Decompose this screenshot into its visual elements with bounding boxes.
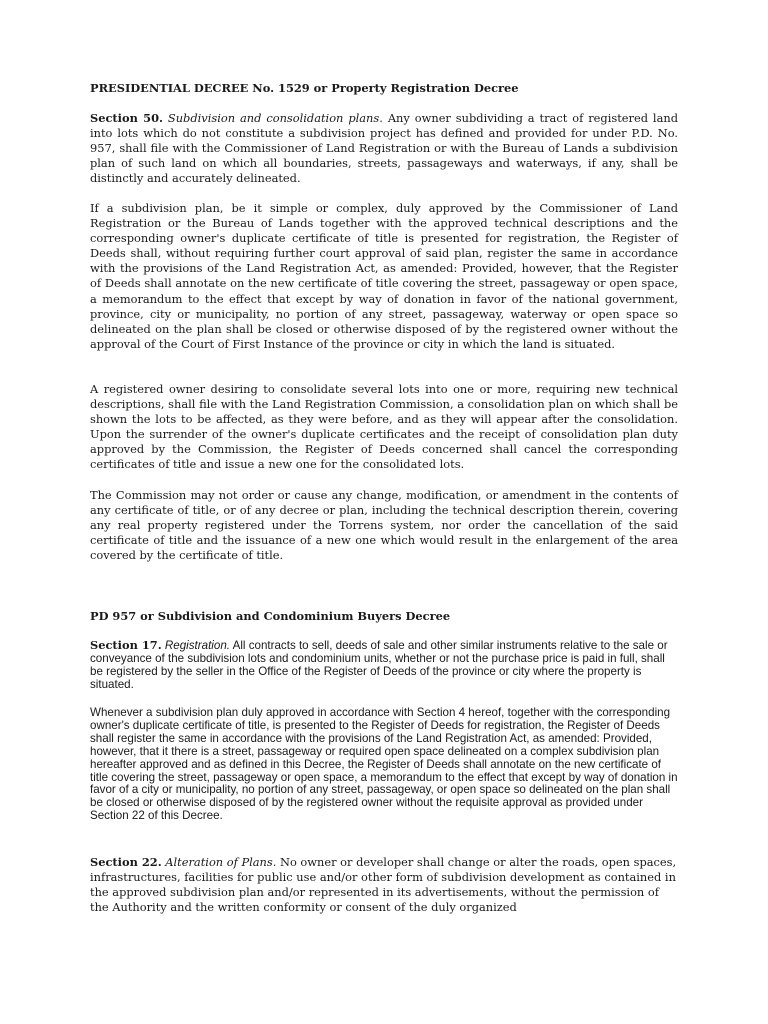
- section-22-title: Alteration of Plans.: [165, 855, 277, 869]
- section-50-number: Section 50.: [90, 111, 163, 125]
- heading-pd1529: PRESIDENTIAL DECREE No. 1529 or Property Registration Decree: [90, 81, 519, 95]
- section-17-text: All contracts to sell, deeds of sale and other similar instruments relative to the sale or conveyance of the subdivision lots and condominium units, whether or not the purchase price is paid in full, shall be registered by the seller in the Office of the Register of Deeds of the province or city where the property is situated.: [90, 639, 668, 691]
- section-22-paragraph: [90, 855, 678, 915]
- pd1529-paragraph-4: The Commission may not order or cause any change, modification, or amendment in the contents of any certificate of title, or of any decree or plan, including the technical description therein, covering any real property registered under the Torrens system, nor order the cancellation of the said certificate of title and the issuance of a new one which would result in the enlargement of the area covered by the certificate of title.: [90, 488, 678, 563]
- section-50-title: Subdivision and consolidation plans.: [167, 111, 383, 125]
- section-50-paragraph: [90, 111, 678, 186]
- section-17-title: Registration.: [164, 639, 230, 652]
- section-17-number: Section 17.: [90, 638, 162, 652]
- section-22-text: No owner or developer shall change or alter the roads, open spaces, infrastructures, facilities for public use and/or other form of subdivision development as contained in the approved subdivision plan and/or represented in its advertisements, without the permission of the Authority and the written conformity or consent of the duly organized: [90, 855, 677, 915]
- document-page: [90, 0, 678, 1024]
- pd1529-paragraph-2: If a subdivision plan, be it simple or complex, duly approved by the Commissioner of Land Registration or the Bureau of Lands together with the approved technical descriptions and the corresponding owner's duplicate certificate of title is presented for registration, the Register of Deeds shall, without requiring further court approval of said plan, register the same in accordance with the provisions of the Land Registration Act, as amended: Provided, however, that the Register of Deeds shall annotate on the new certificate of title covering the street, passageway or open space, a memorandum to the effect that except by way of donation in favor of the national government, province, city or municipality, no portion of any street, passageway, waterway or open space so delineated on the plan shall be closed or otherwise disposed of by the registered owner without the approval of the Court of First Instance of the province or city in which the land is situated.: [90, 201, 678, 351]
- pd1529-paragraph-3: A registered owner desiring to consolidate several lots into one or more, requiring new technical descriptions, shall file with the Land Registration Commission, a consolidation plan on which shall be shown the lots to be affected, as they were before, and as they will appear after the consolidation. Upon the surrender of the owner's duplicate certificates and the receipt of consolidation plan duty approved by the Commission, the Register of Deeds concerned shall cancel the corresponding certificates of title and issue a new one for the consolidated lots.: [90, 382, 678, 472]
- heading-pd957: PD 957 or Subdivision and Condominium Buyers Decree: [90, 609, 451, 623]
- pd957-paragraph-2: Whenever a subdivision plan duly approved in accordance with Section 4 hereof, together with the corresponding owner's duplicate certificate of title, is presented to the Register of Deeds for registration, the Register of Deeds shall register the same in accordance with the provisions of the Land Registration Act, as amended: Provided, however, that it there is a street, passageway or required open space delineated on a complex subdivision plan hereafter approved and as defined in this Decree, the Register of Deeds shall annotate on the new certificate of title covering the street, passageway or open space, a memorandum to the effect that except by way of donation in favor of a city or municipality, no portion of any street, passageway, or open space so delineated on the plan shall be closed or otherwise disposed of by the registered owner without the requisite approval as provided under Section 22 of this Decree.: [90, 706, 678, 823]
- section-22-number: Section 22.: [90, 855, 162, 869]
- section-50-text: Any owner subdividing a tract of registered land into lots which do not constitute a subdivision project has defined and provided for under P.D. No. 957, shall file with the Commissioner of Land Registration or with the Bureau of Lands a subdivision plan of such land on which all boundaries, streets, passageways and waterways, if any, shall be distinctly and accurately delineated.: [90, 111, 678, 186]
- section-17-paragraph: [90, 639, 678, 692]
